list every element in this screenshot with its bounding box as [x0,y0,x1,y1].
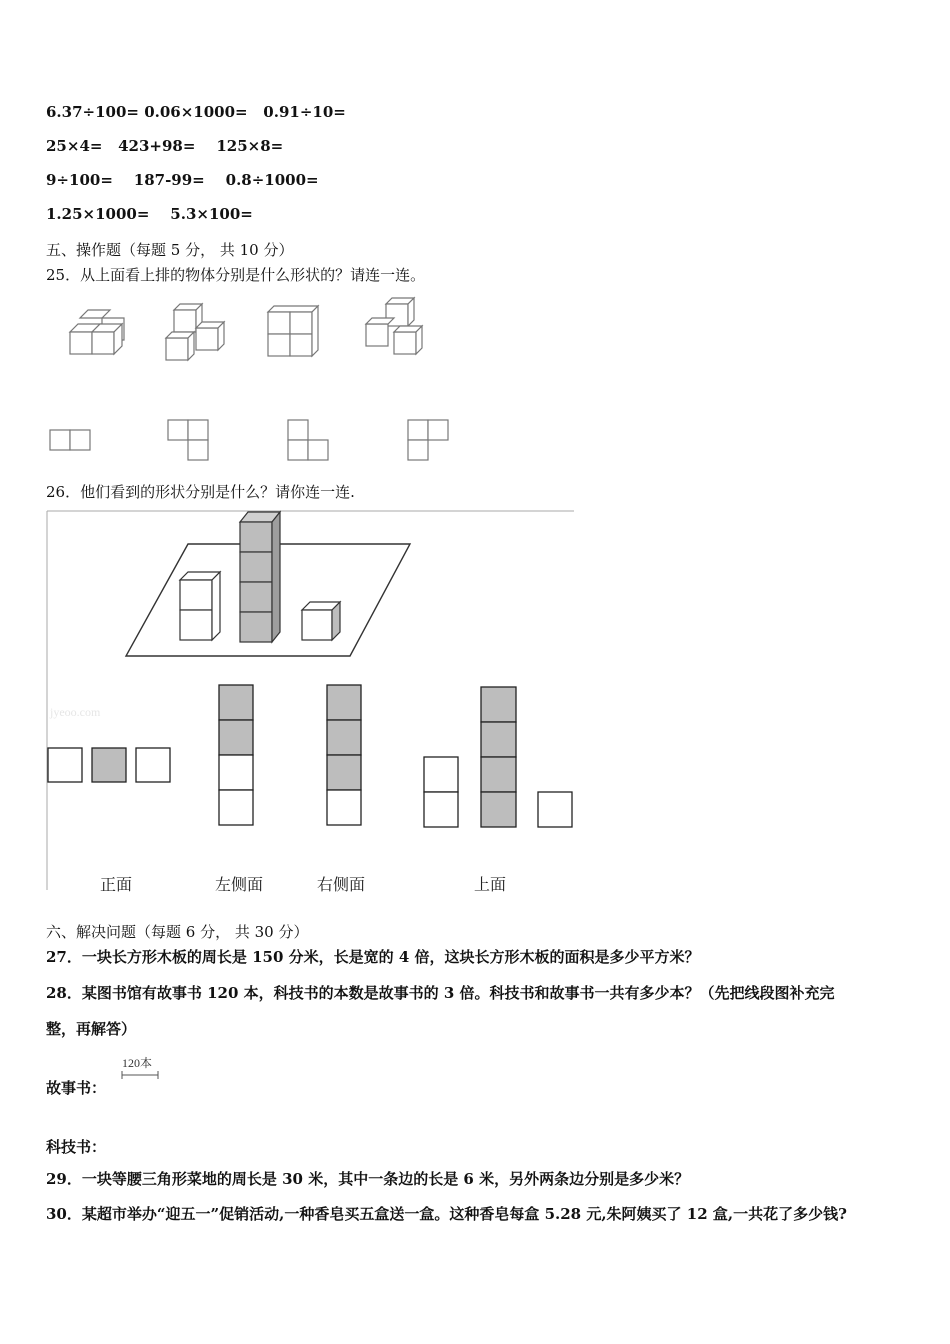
calc-row-4: 1.25×1000= 5.3×100= [46,205,253,223]
cube-group-3 [268,306,318,356]
top-view-3 [288,420,328,460]
story-books-label: 故事书： [46,1079,107,1097]
calc-row-1: 6.37÷100= 0.06×1000= 0.91÷10= [46,103,346,121]
calc-row-2: 25×4= 423+98= 125×8= [46,137,284,155]
stack-gray-4 [240,512,280,642]
label-top: 上面 [474,875,507,894]
calc-row-3: 9÷100= 187-99= 0.8÷1000= [46,171,319,189]
question-29: 29．一块等腰三角形菜地的周长是 30 米，其中一条边的长是 6 米，另外两条边分别是多少米？ [46,1170,690,1188]
section-6-title: 六、解决问题（每题 6 分， 共 30 分） [46,923,309,941]
view-left [219,685,253,825]
segment-diagram [118,1055,168,1083]
section-5-title: 五、操作题（每题 5 分， 共 10 分） [46,241,294,259]
top-view-4 [408,420,448,460]
question-26: 26．他们看到的形状分别是什么？请你连一连. [46,483,355,501]
single-cube [302,602,340,640]
q26-figure [46,510,576,900]
question-30: 30．某超市举办“迎五一”促销活动,一种香皂买五盒送一盒。这种香皂每盒 5.28 元,朱阿姨买了 12 盒,一共花了多少钱? [46,1205,847,1223]
cube-group-2 [166,304,224,360]
segment-line [122,1071,158,1079]
view-right [327,685,361,825]
view-top [424,687,572,827]
watermark: jyeoo.com [50,705,101,719]
top-view-1 [50,430,90,450]
segment-label: 120本 [122,1056,153,1070]
question-28-line-1: 28．某图书馆有故事书 120 本，科技书的本数是故事书的 3 倍。科技书和故事书一共有多少本？（先把线段图补充完 [46,984,835,1002]
science-books-label: 科技书： [46,1138,107,1156]
label-left-side: 左侧面 [215,875,264,894]
cube-group-1 [70,310,124,354]
question-27: 27．一块长方形木板的周长是 150 分米，长是宽的 4 倍，这块长方形木板的面积是多少平方米？ [46,948,700,966]
question-28-line-2: 整，再解答） [46,1020,137,1038]
cube-group-4 [366,298,422,354]
top-view-2 [168,420,208,460]
question-25: 25．从上面看上排的物体分别是什么形状的？请连一连。 [46,266,426,284]
view-front [48,748,170,782]
label-right-side: 右侧面 [317,875,366,894]
stack-white-2 [180,572,220,640]
q25-figure [40,290,460,470]
label-front: 正面 [100,875,133,894]
